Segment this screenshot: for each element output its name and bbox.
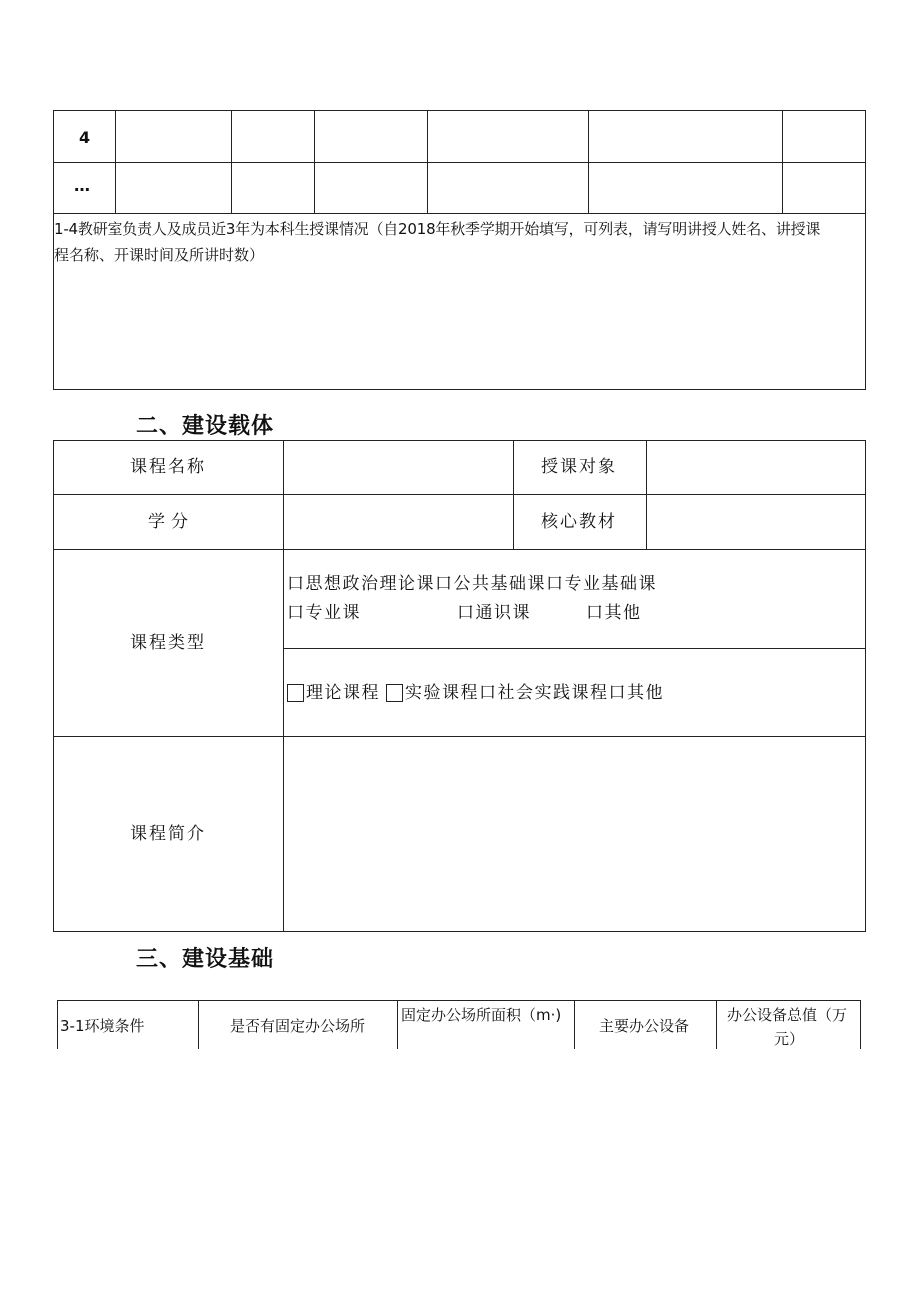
equipment-label: 主要办公设备: [599, 1017, 690, 1035]
fixed-office-label: 是否有固定办公场所: [230, 1017, 366, 1035]
section-3-heading: 三、建设基础: [136, 947, 275, 972]
teaching-note-line-1: 1-4教研室负责人及成员近3年为本科生授课情况（自2018年秋季学期开始填写，可列表，请写明讲授人姓名、讲授课: [54, 220, 821, 238]
theory-checkbox-icon[interactable]: [287, 684, 304, 702]
form-option-theory[interactable]: 理论课程: [306, 683, 380, 703]
textbook-label: 核心教材: [541, 512, 617, 532]
credit-field[interactable]: [285, 496, 512, 548]
course-type-label: 课程类型: [130, 633, 206, 653]
course-type-options[interactable]: 口思想政治理论课口公共基础课口专业基础课: [287, 574, 657, 594]
textbook-field[interactable]: [648, 496, 864, 548]
course-intro-field[interactable]: [285, 738, 864, 930]
form-option-experiment[interactable]: 实验课程口社会实践课程口其他: [405, 683, 664, 703]
credit-label: 学分: [148, 512, 194, 532]
table-row-index: …: [74, 176, 90, 195]
section-2-heading: 二、建设载体: [136, 414, 275, 439]
teaching-note-line-2: 程名称、开课时间及所讲时数）: [54, 246, 265, 264]
equipment-value-label-line-2: 元）: [774, 1030, 805, 1048]
type-option-general[interactable]: 口通识课: [457, 603, 531, 623]
course-name-field[interactable]: [285, 442, 512, 493]
office-area-label: 固定办公场所面积（m·): [401, 1006, 562, 1024]
type-option-other[interactable]: 口其他: [586, 603, 642, 623]
course-name-label: 课程名称: [130, 457, 206, 477]
type-option-major[interactable]: 口专业课: [287, 603, 361, 623]
audience-field[interactable]: [648, 442, 864, 493]
audience-label: 授课对象: [541, 457, 617, 477]
env-condition-label: 3-1环境条件: [60, 1017, 145, 1035]
table-row-index: 4: [79, 128, 91, 147]
equipment-value-label-line-1: 办公设备总值（万: [727, 1006, 848, 1024]
experiment-checkbox-icon[interactable]: [386, 684, 403, 702]
course-intro-label: 课程简介: [130, 824, 206, 844]
